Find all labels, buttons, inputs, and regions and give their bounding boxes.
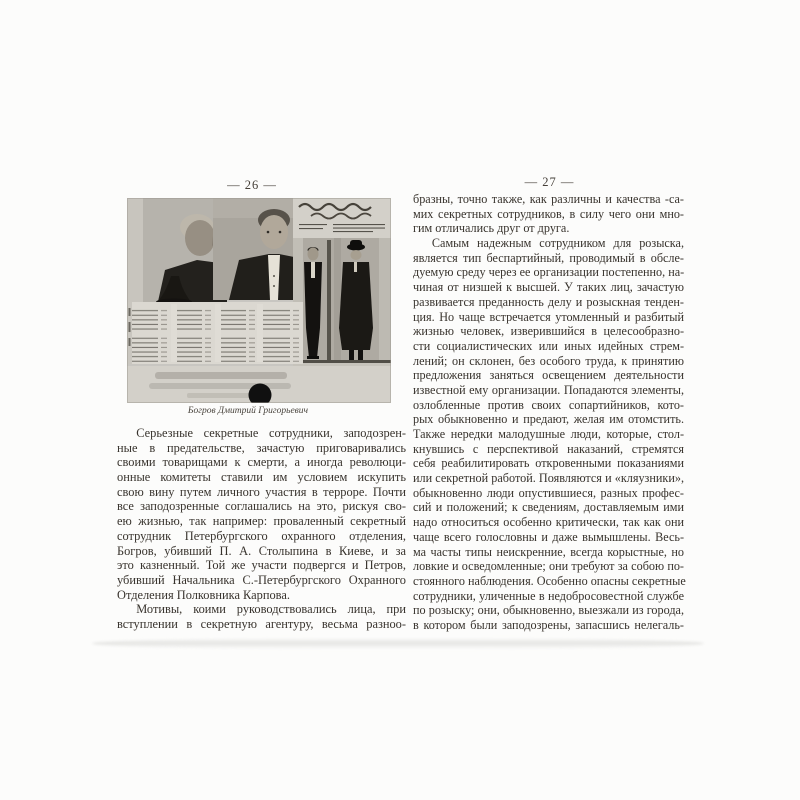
text-line: чаще всего голословны и даже вымышлены. Весь-: [413, 529, 684, 544]
text-line: сотрудник Петербургского охранного отделения,: [117, 528, 406, 543]
text-line: ция. Но чаще встречается утомленный и разбитый: [413, 309, 684, 324]
text-line: гим отличались друг от друга.: [413, 221, 570, 236]
text-line: Также нередки малодушные люди, которые, стол-: [413, 427, 684, 441]
text-line: ма часты типы неискренние, всегда корыстные, но: [413, 544, 684, 559]
page-number-right: — 27 —: [524, 175, 575, 189]
text-line: свою вину путем личного участия в терроре. Почти: [117, 484, 406, 499]
text-line: кнувшись с перспективой наказаний, стремятся: [413, 441, 684, 456]
text-line: Отделения Полковника Карпова.: [117, 587, 290, 602]
page-number-left: — 26 —: [227, 178, 277, 192]
text-line: чиная от низшей к высшей. У таких лиц, зачастую: [413, 280, 684, 295]
text-line: ные в предательстве, зачастую приговаривались: [117, 440, 406, 455]
text-line: по розыску; они, обыкновенно, выезжали из города,: [413, 603, 684, 618]
text-line: рых обыкновенно и предают, желая им отомстить.: [413, 412, 684, 427]
photo-montage: [127, 198, 391, 403]
text-line: Серьезные секретные сотрудники, заподозрен-: [136, 426, 406, 440]
text-line: предложения заняться освещением деятельности: [413, 368, 684, 383]
left-page-body: [117, 426, 406, 632]
text-line: это казненный. Той же участи подвергся и Петров,: [117, 558, 406, 573]
text-line: надо относиться особенно критически, так как они: [413, 515, 684, 530]
text-line: вступлении в секретную агентуру, весьма разноо-: [117, 616, 406, 631]
text-line: сий и положений; к сведениям, доставляемым ими: [413, 500, 684, 515]
text-line: ловкие и осведомленные; они требуют за собою по-: [413, 559, 684, 574]
text-line: в котором были заподозрены, запасшись нелегаль-: [413, 617, 684, 632]
text-line: известной ему организации. Попадаются элементы,: [413, 382, 684, 397]
text-line: стоянного наблюдения. Особенно опасны секретные: [413, 573, 686, 588]
text-line: мих секретных сотрудников, в силу чего они мно-: [413, 206, 684, 221]
text-line: обыкновенно люди опустившиеся, разных профес-: [413, 485, 684, 500]
text-line: лений; он склонен, без особого труда, к принятию: [413, 353, 684, 368]
text-line: жизнью человек, изверившийся в целесообразно-: [413, 324, 684, 339]
text-line: развивается преданность делу и розыскная тенден-: [413, 294, 684, 309]
text-line: Мотивы, коими руководствовались лица, при: [136, 602, 406, 617]
right-page-body: [413, 192, 684, 633]
text-line: озлобленные против своих сопартийников, кото-: [413, 397, 684, 412]
text-line: дуемую среду через ее организации постепенно, на-: [413, 265, 685, 280]
text-line: себя реабилитировать откровенными показаниями: [413, 456, 684, 471]
text-line: все заподозренные соглашались на это, рискуя сво-: [117, 499, 406, 514]
text-line: ею жизнью, так например: проваленный секретный: [117, 514, 406, 529]
text-line: или секретной работой. Появляются и «кляузники»,: [413, 471, 684, 486]
text-line: своими товарищами к смерти, а иногда революци-: [117, 455, 406, 470]
text-line: сти социалистических или иных идейных стрем-: [413, 338, 684, 353]
text-line: Самым надежным сотрудником для розыска,: [431, 236, 684, 251]
bogrov-photo: [127, 198, 391, 403]
text-line: Богров, убивший П. А. Столыпина в Киеве, и за: [117, 543, 406, 558]
text-line: убивший Начальника С.-Петербургского Охранного: [117, 572, 406, 587]
text-line: онные комитеты ставили им условием искупить: [117, 470, 406, 485]
text-line: бразны, точно также, как различны и качества -са-: [413, 192, 684, 206]
photo-caption: Богров Дмитрий Григорьевич: [187, 406, 309, 416]
book-bottom-edge: [92, 638, 704, 649]
text-line: сотрудники, уличенные в недобросовестной службе: [413, 588, 684, 603]
text-line: является тип беспартийный, проводимый в обсле-: [413, 250, 684, 265]
